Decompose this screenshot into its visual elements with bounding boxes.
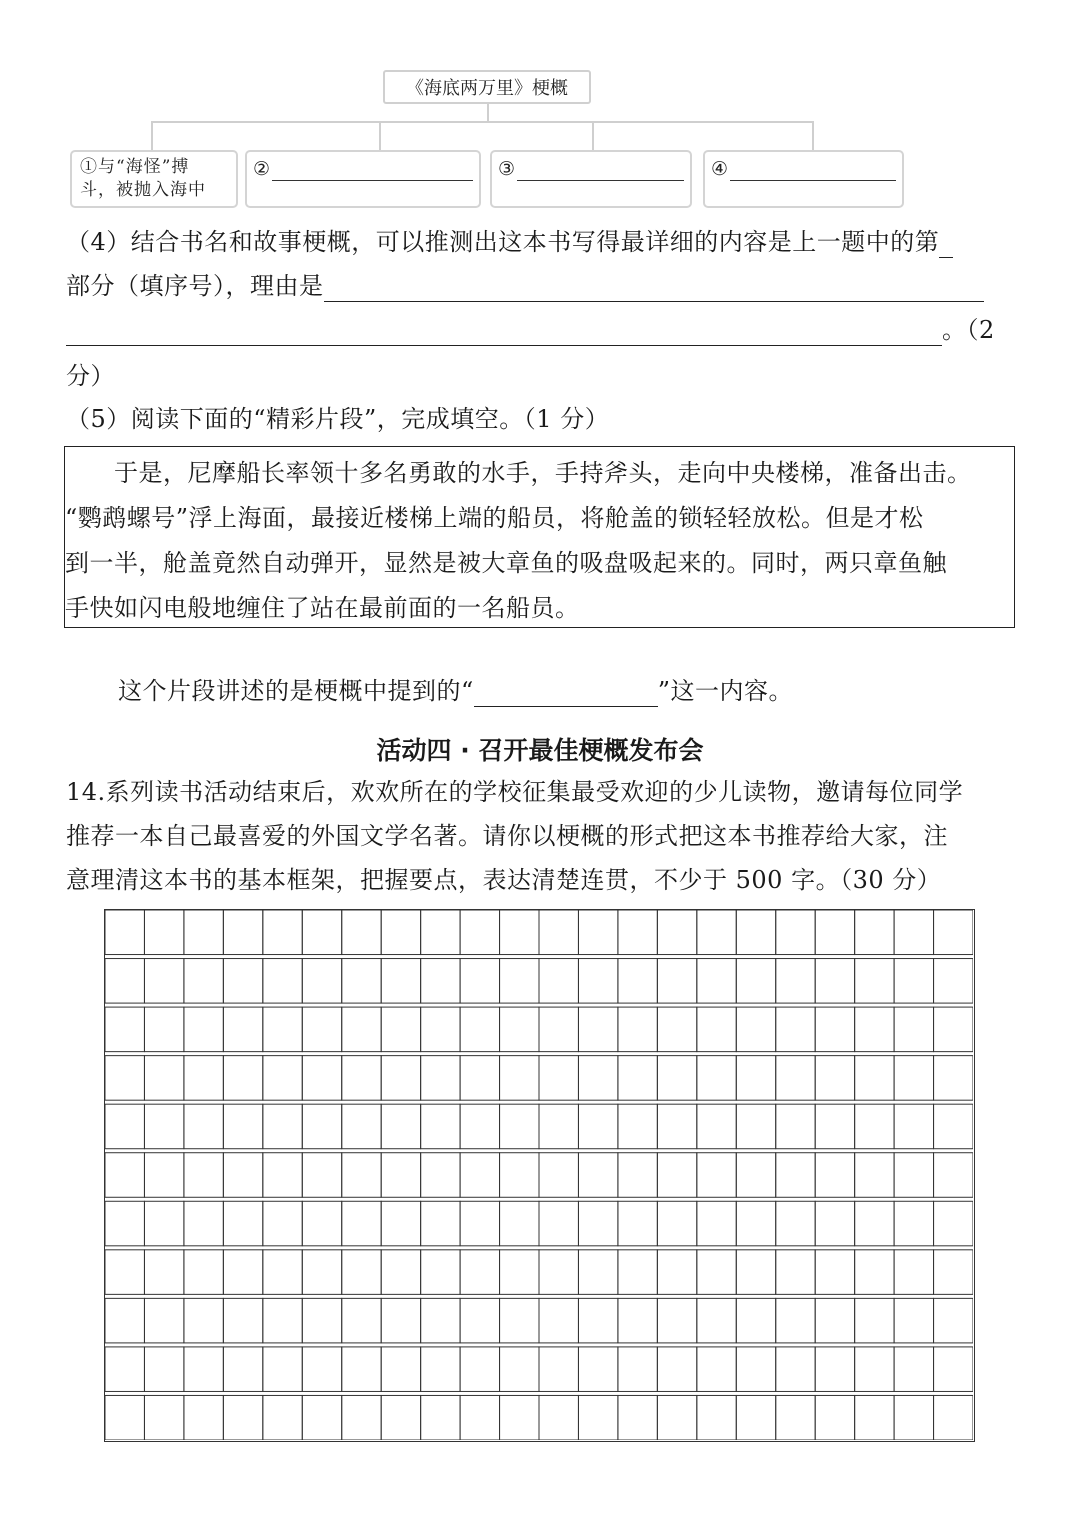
grid-cell[interactable] [342, 1007, 381, 1052]
grid-cell[interactable] [460, 1298, 499, 1343]
grid-cell[interactable] [302, 910, 341, 955]
grid-cell[interactable] [342, 1250, 381, 1295]
grid-cell[interactable] [578, 1007, 617, 1052]
grid-cell[interactable] [697, 1250, 736, 1295]
grid-cell[interactable] [263, 1007, 302, 1052]
grid-cell[interactable] [578, 1395, 617, 1440]
grid-cell[interactable] [144, 910, 183, 955]
grid-cell[interactable] [302, 1347, 341, 1392]
grid-cell[interactable] [855, 910, 894, 955]
connector-drop-3 [592, 121, 594, 150]
grid-cell[interactable] [460, 1007, 499, 1052]
outline-title-box [383, 70, 591, 104]
grid-cell[interactable] [578, 959, 617, 1004]
grid-cell[interactable] [815, 910, 854, 955]
grid-cell[interactable] [381, 1201, 420, 1246]
outline-part-3 [490, 150, 692, 208]
grid-cell[interactable] [815, 1298, 854, 1343]
grid-cell[interactable] [657, 1395, 696, 1440]
q14-line1-text: 14.系列读书活动结束后，欢欢所在的学校征集最受欢迎的少儿读物，邀请每位同学 [66, 778, 964, 806]
grid-cell[interactable] [184, 1007, 223, 1052]
grid-cell[interactable] [894, 1007, 933, 1052]
grid-cell[interactable] [421, 1347, 460, 1392]
grid-cell[interactable] [105, 1056, 144, 1101]
grid-cell[interactable] [184, 1250, 223, 1295]
outline-part-3-blank[interactable] [517, 158, 684, 181]
grid-cell[interactable] [618, 1250, 657, 1295]
grid-cell[interactable] [697, 1153, 736, 1198]
grid-cell[interactable] [855, 1153, 894, 1198]
grid-cell[interactable] [105, 1007, 144, 1052]
grid-cell[interactable] [144, 1056, 183, 1101]
grid-cell[interactable] [657, 1347, 696, 1392]
grid-cell[interactable] [934, 910, 973, 955]
grid-cell[interactable] [381, 1395, 420, 1440]
grid-cell[interactable] [302, 1395, 341, 1440]
grid-cell[interactable] [657, 1104, 696, 1149]
grid-cell[interactable] [618, 959, 657, 1004]
grid-cell[interactable] [815, 1007, 854, 1052]
grid-cell[interactable] [934, 1007, 973, 1052]
grid-cell[interactable] [578, 1347, 617, 1392]
grid-cell[interactable] [855, 1395, 894, 1440]
q5-fill-blank[interactable] [474, 680, 658, 707]
grid-cell[interactable] [223, 1104, 262, 1149]
grid-cell[interactable] [223, 1007, 262, 1052]
passage-line-1: 于是，尼摩船长率领十多名勇敢的水手，手持斧头，走向中央楼梯，准备出击。 [65, 459, 972, 487]
grid-cell[interactable] [421, 1250, 460, 1295]
grid-cell[interactable] [500, 1201, 539, 1246]
q4-line2-text: 部分（填序号），理由是 [66, 272, 324, 300]
grid-cell[interactable] [776, 959, 815, 1004]
grid-cell[interactable] [578, 1250, 617, 1295]
grid-cell[interactable] [894, 959, 933, 1004]
outline-part-2-blank[interactable] [272, 158, 473, 181]
grid-cell[interactable] [697, 1395, 736, 1440]
grid-cell[interactable] [342, 910, 381, 955]
outline-part-4-blank[interactable] [730, 158, 896, 181]
grid-cell[interactable] [934, 1250, 973, 1295]
grid-cell[interactable] [815, 1347, 854, 1392]
grid-cell[interactable] [381, 1153, 420, 1198]
grid-cell[interactable] [657, 1056, 696, 1101]
grid-cell[interactable] [381, 959, 420, 1004]
grid-cell[interactable] [500, 1153, 539, 1198]
grid-cell[interactable] [934, 1104, 973, 1149]
grid-cell[interactable] [421, 1056, 460, 1101]
grid-cell[interactable] [223, 1201, 262, 1246]
grid-cell[interactable] [223, 1298, 262, 1343]
grid-cell[interactable] [500, 959, 539, 1004]
grid-cell[interactable] [105, 959, 144, 1004]
grid-cell[interactable] [421, 1104, 460, 1149]
grid-cell[interactable] [500, 1056, 539, 1101]
grid-cell[interactable] [263, 910, 302, 955]
grid-cell[interactable] [460, 1056, 499, 1101]
grid-cell[interactable] [342, 1104, 381, 1149]
outline-title: 《海底两万里》梗概 [406, 78, 568, 99]
grid-cell[interactable] [460, 1153, 499, 1198]
composition-writing-grid[interactable] [104, 909, 975, 1442]
grid-cell[interactable] [500, 910, 539, 955]
grid-cell[interactable] [184, 1201, 223, 1246]
outline-part-4-number: ④ [711, 158, 729, 180]
grid-cell[interactable] [263, 959, 302, 1004]
grid-cell[interactable] [381, 1056, 420, 1101]
grid-cell[interactable] [894, 1395, 933, 1440]
grid-cell[interactable] [302, 1250, 341, 1295]
grid-cell[interactable] [184, 1347, 223, 1392]
grid-cell[interactable] [539, 1347, 578, 1392]
grid-cell[interactable] [223, 1056, 262, 1101]
passage-line-3: 到一半，舱盖竟然自动弹开，显然是被大章鱼的吸盘吸起来的。同时，两只章鱼触 [65, 549, 947, 577]
grid-cell[interactable] [381, 1007, 420, 1052]
grid-cell[interactable] [105, 910, 144, 955]
grid-cell[interactable] [342, 1201, 381, 1246]
grid-cell[interactable] [894, 1056, 933, 1101]
grid-cell[interactable] [697, 1298, 736, 1343]
passage-line-4: 手快如闪电般地缠住了站在最前面的一名船员。 [65, 594, 580, 622]
q14-line2 [66, 820, 948, 852]
grid-cell[interactable] [500, 1007, 539, 1052]
grid-cell[interactable] [302, 1298, 341, 1343]
grid-cell[interactable] [381, 1347, 420, 1392]
grid-cell[interactable] [894, 1201, 933, 1246]
outline-part-1 [70, 150, 238, 208]
grid-cell[interactable] [934, 959, 973, 1004]
grid-cell[interactable] [263, 1250, 302, 1295]
q4-line3 [66, 314, 995, 346]
grid-cell[interactable] [855, 1104, 894, 1149]
grid-cell[interactable] [500, 1104, 539, 1149]
grid-cell[interactable] [657, 910, 696, 955]
grid-cell[interactable] [105, 1298, 144, 1343]
grid-cell[interactable] [618, 1153, 657, 1198]
grid-cell[interactable] [855, 1201, 894, 1246]
grid-cell[interactable] [855, 1347, 894, 1392]
grid-cell[interactable] [105, 1347, 144, 1392]
outline-part-2 [245, 150, 481, 208]
grid-cell[interactable] [736, 1298, 775, 1343]
q4-line3-end: 。（2 [942, 316, 995, 344]
outline-part-1-line1: ①与“海怪”搏 [80, 157, 190, 177]
grid-cell[interactable] [934, 1298, 973, 1343]
grid-cell[interactable] [618, 1056, 657, 1101]
grid-cell[interactable] [539, 1298, 578, 1343]
grid-cell[interactable] [736, 959, 775, 1004]
grid-cell[interactable] [105, 1250, 144, 1295]
grid-cell[interactable] [539, 1104, 578, 1149]
grid-cell[interactable] [855, 1250, 894, 1295]
grid-cell[interactable] [421, 1395, 460, 1440]
q4-line2 [66, 270, 984, 302]
grid-cell[interactable] [855, 1007, 894, 1052]
grid-cell[interactable] [105, 1153, 144, 1198]
grid-cell[interactable] [618, 1347, 657, 1392]
grid-cell[interactable] [697, 1201, 736, 1246]
grid-cell[interactable] [421, 1201, 460, 1246]
grid-cell[interactable] [144, 1104, 183, 1149]
grid-cell[interactable] [500, 1395, 539, 1440]
grid-cell[interactable] [539, 1153, 578, 1198]
grid-cell[interactable] [105, 1201, 144, 1246]
grid-cell[interactable] [421, 1153, 460, 1198]
grid-cell[interactable] [657, 1007, 696, 1052]
grid-cell[interactable] [460, 1104, 499, 1149]
grid-cell[interactable] [815, 1395, 854, 1440]
grid-cell[interactable] [223, 1153, 262, 1198]
grid-cell[interactable] [302, 959, 341, 1004]
grid-cell[interactable] [776, 1250, 815, 1295]
grid-cell[interactable] [342, 1347, 381, 1392]
grid-cell[interactable] [421, 910, 460, 955]
grid-cell[interactable] [302, 1104, 341, 1149]
grid-cell[interactable] [342, 1153, 381, 1198]
grid-cell[interactable] [934, 1153, 973, 1198]
grid-cell[interactable] [657, 1153, 696, 1198]
grid-cell[interactable] [855, 959, 894, 1004]
grid-cell[interactable] [105, 1395, 144, 1440]
connector-drop-4 [812, 121, 814, 150]
connector-drop-2 [379, 121, 381, 150]
grid-cell[interactable] [302, 1153, 341, 1198]
grid-cell[interactable] [302, 1056, 341, 1101]
grid-cell[interactable] [460, 910, 499, 955]
grid-cell[interactable] [657, 959, 696, 1004]
grid-cell[interactable] [500, 1250, 539, 1295]
grid-cell[interactable] [539, 1056, 578, 1101]
grid-cell[interactable] [776, 1347, 815, 1392]
outline-part-2-number: ② [253, 158, 271, 180]
grid-cell[interactable] [855, 1056, 894, 1101]
grid-cell[interactable] [223, 959, 262, 1004]
grid-cell[interactable] [618, 1201, 657, 1246]
grid-cell[interactable] [618, 1007, 657, 1052]
grid-cell[interactable] [500, 1298, 539, 1343]
grid-cell[interactable] [934, 1395, 973, 1440]
grid-cell[interactable] [302, 1201, 341, 1246]
grid-cell[interactable] [144, 1201, 183, 1246]
grid-cell[interactable] [618, 1298, 657, 1343]
grid-cell[interactable] [144, 1007, 183, 1052]
grid-cell[interactable] [697, 910, 736, 955]
grid-cell[interactable] [855, 1298, 894, 1343]
grid-cell[interactable] [894, 1347, 933, 1392]
q14-line2-text: 推荐一本自己最喜爱的外国文学名著。请你以梗概的形式把这本书推荐给大家，注 [66, 822, 948, 850]
grid-cell[interactable] [184, 959, 223, 1004]
q5-fill-prefix: 这个片段讲述的是梗概中提到的“ [118, 677, 474, 705]
grid-cell[interactable] [697, 1056, 736, 1101]
grid-cell[interactable] [421, 1007, 460, 1052]
outline-part-1-line2: 斗，被抛入海中 [80, 180, 206, 200]
connector-horizontal [151, 121, 814, 123]
grid-cell[interactable] [815, 1056, 854, 1101]
q4-line1 [66, 226, 953, 258]
grid-cell[interactable] [934, 1056, 973, 1101]
grid-cell[interactable] [578, 910, 617, 955]
grid-cell[interactable] [894, 1153, 933, 1198]
grid-cell[interactable] [618, 1395, 657, 1440]
grid-cell[interactable] [421, 959, 460, 1004]
grid-cell[interactable] [736, 1250, 775, 1295]
grid-cell[interactable] [894, 1298, 933, 1343]
grid-cell[interactable] [657, 1298, 696, 1343]
q14-line1 [66, 776, 963, 808]
grid-cell[interactable] [934, 1201, 973, 1246]
grid-cell[interactable] [776, 1153, 815, 1198]
grid-cell[interactable] [618, 910, 657, 955]
grid-cell[interactable] [776, 1298, 815, 1343]
grid-cell[interactable] [144, 1298, 183, 1343]
grid-cell[interactable] [381, 1104, 420, 1149]
q5-prompt [66, 403, 609, 435]
grid-cell[interactable] [105, 1104, 144, 1149]
grid-cell[interactable] [736, 1347, 775, 1392]
grid-cell[interactable] [657, 1250, 696, 1295]
grid-cell[interactable] [144, 959, 183, 1004]
grid-cell[interactable] [460, 1347, 499, 1392]
grid-cell[interactable] [342, 959, 381, 1004]
grid-cell[interactable] [578, 1153, 617, 1198]
grid-cell[interactable] [657, 1201, 696, 1246]
grid-cell[interactable] [539, 959, 578, 1004]
grid-cell[interactable] [736, 910, 775, 955]
grid-cell[interactable] [776, 1201, 815, 1246]
grid-cell[interactable] [578, 1104, 617, 1149]
grid-cell[interactable] [815, 1250, 854, 1295]
grid-cell[interactable] [144, 1153, 183, 1198]
grid-cell[interactable] [815, 959, 854, 1004]
grid-cell[interactable] [223, 910, 262, 955]
passage-line-2: “鹦鹉螺号”浮上海面，最接近楼梯上端的船员，将舱盖的锁轻轻放松。但是才松 [65, 504, 924, 532]
grid-cell[interactable] [736, 1395, 775, 1440]
grid-cell[interactable] [381, 1250, 420, 1295]
grid-cell[interactable] [223, 1395, 262, 1440]
grid-cell[interactable] [776, 1395, 815, 1440]
grid-cell[interactable] [302, 1007, 341, 1052]
grid-cell[interactable] [381, 1298, 420, 1343]
grid-cell[interactable] [539, 1007, 578, 1052]
q5-fill-line [118, 675, 793, 707]
grid-cell[interactable] [184, 1395, 223, 1440]
grid-cell[interactable] [144, 1347, 183, 1392]
grid-cell[interactable] [263, 1298, 302, 1343]
grid-cell[interactable] [578, 1298, 617, 1343]
grid-cell[interactable] [342, 1298, 381, 1343]
grid-cell[interactable] [776, 1056, 815, 1101]
grid-cell[interactable] [460, 1201, 499, 1246]
grid-cell[interactable] [736, 1007, 775, 1052]
grid-cell[interactable] [539, 1201, 578, 1246]
grid-cell[interactable] [697, 1104, 736, 1149]
grid-cell[interactable] [776, 910, 815, 955]
grid-cell[interactable] [539, 910, 578, 955]
grid-cell[interactable] [539, 1250, 578, 1295]
grid-cell[interactable] [223, 1347, 262, 1392]
grid-cell[interactable] [934, 1347, 973, 1392]
grid-cell[interactable] [736, 1201, 775, 1246]
q4-reason-blank-1[interactable] [324, 275, 984, 302]
grid-cell[interactable] [460, 959, 499, 1004]
grid-cell[interactable] [578, 1056, 617, 1101]
grid-cell[interactable] [697, 959, 736, 1004]
grid-cell[interactable] [381, 910, 420, 955]
q4-line4-text: 分） [66, 362, 115, 390]
grid-cell[interactable] [184, 1104, 223, 1149]
q14-line3-text: 意理清这本书的基本框架，把握要点，表达清楚连贯，不少于 500 字。（30 分） [66, 866, 942, 894]
outline-part-3-number: ③ [498, 158, 516, 180]
excerpt-passage-box [64, 446, 1015, 628]
grid-cell[interactable] [815, 1153, 854, 1198]
grid-cell[interactable] [618, 1104, 657, 1149]
grid-cell[interactable] [342, 1395, 381, 1440]
grid-cell[interactable] [776, 1104, 815, 1149]
grid-cell[interactable] [184, 1056, 223, 1101]
grid-cell[interactable] [144, 1395, 183, 1440]
grid-cell[interactable] [184, 1298, 223, 1343]
connector-drop-1 [151, 121, 153, 150]
grid-cell[interactable] [460, 1250, 499, 1295]
grid-cell[interactable] [815, 1201, 854, 1246]
writing-grid-lines [105, 910, 973, 1440]
grid-cell[interactable] [894, 1250, 933, 1295]
grid-cell[interactable] [342, 1056, 381, 1101]
grid-cell[interactable] [736, 1104, 775, 1149]
grid-cell[interactable] [223, 1250, 262, 1295]
activity-4-heading: 活动四 · 召开最佳梗概发布会 [376, 736, 704, 765]
grid-cell[interactable] [263, 1153, 302, 1198]
q4-line4 [66, 360, 115, 392]
q14-line3 [66, 864, 941, 896]
grid-cell[interactable] [815, 1104, 854, 1149]
grid-cell[interactable] [263, 1104, 302, 1149]
grid-cell[interactable] [263, 1347, 302, 1392]
grid-cell[interactable] [184, 910, 223, 955]
grid-cell[interactable] [421, 1298, 460, 1343]
grid-cell[interactable] [263, 1395, 302, 1440]
grid-cell[interactable] [736, 1153, 775, 1198]
grid-cell[interactable] [894, 1104, 933, 1149]
grid-cell[interactable] [894, 910, 933, 955]
q4-line1-text: （4）结合书名和故事梗概，可以推测出这本书写得最详细的内容是上一题中的第 [66, 228, 940, 256]
q4-part-number-blank[interactable] [939, 231, 953, 258]
grid-cell[interactable] [263, 1056, 302, 1101]
grid-cell[interactable] [500, 1347, 539, 1392]
grid-cell[interactable] [263, 1201, 302, 1246]
q5-fill-suffix: ”这一内容。 [657, 677, 794, 705]
grid-cell[interactable] [539, 1395, 578, 1440]
connector-vertical [487, 104, 489, 122]
grid-cell[interactable] [736, 1056, 775, 1101]
grid-cell[interactable] [776, 1007, 815, 1052]
q4-reason-blank-2[interactable] [66, 319, 942, 346]
grid-cell[interactable] [460, 1395, 499, 1440]
grid-cell[interactable] [184, 1153, 223, 1198]
grid-cell[interactable] [144, 1250, 183, 1295]
grid-cell[interactable] [697, 1347, 736, 1392]
outline-part-4 [703, 150, 904, 208]
q5-prompt-text: （5）阅读下面的“精彩片段”，完成填空。（1 分） [66, 405, 610, 433]
grid-cell[interactable] [697, 1007, 736, 1052]
grid-cell[interactable] [578, 1201, 617, 1246]
